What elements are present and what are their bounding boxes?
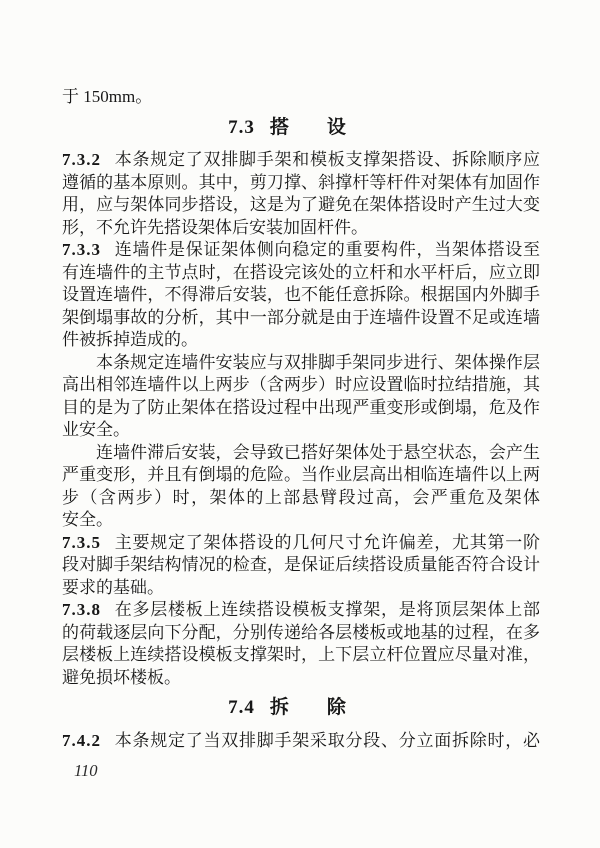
text-line	[62, 239, 540, 262]
text-line	[62, 644, 540, 667]
line-text: 本条规定连墙件安装应与双排脚手架同步进行、架体操作层	[96, 352, 540, 372]
section-number: 7.4	[228, 697, 255, 718]
text-line	[62, 487, 540, 510]
text-line	[62, 307, 540, 330]
line-text: 步（含两步）时，架体的上部悬臂段过高，会严重危及架体	[62, 487, 540, 507]
text-line	[62, 577, 540, 600]
text-line	[62, 262, 540, 285]
line-text: 架倒塌事故的分析，其中一部分就是由于连墙件设置不足或连墙	[62, 307, 540, 327]
clause-number: 7.4.2	[62, 730, 101, 750]
line-text: 本条规定了双排脚手架和模板支撑架搭设、拆除顺序应	[114, 150, 540, 169]
line-text: 连墙件是保证架体侧向稳定的重要构件，当架体搭设至	[114, 240, 540, 259]
text-line	[62, 329, 540, 352]
line-text: 形，不允许先搭设架体后安装加固杆件。	[62, 217, 368, 237]
line-text: 段对脚手架结构情况的检查，是保证后续搭设质量能否符合设计	[62, 555, 540, 574]
text-line	[62, 352, 540, 375]
section-heading-7-3	[48, 117, 526, 140]
clause-number: 7.3.8	[62, 600, 101, 619]
text-line	[62, 374, 540, 397]
line-text: 连墙件滞后安装，会导致已搭好架体处于悬空状态，会产生	[96, 442, 540, 462]
line-text: 严重变形，并且有倒塌的危险。当作业层高出相临连墙件以上两	[62, 465, 540, 484]
section-number: 7.3	[228, 116, 255, 138]
line-text: 有连墙件的主节点时，在搭设完该处的立杆和水平杆后，应立即	[62, 262, 540, 282]
text-line	[62, 464, 540, 487]
line-text: 避免损坏楼板。	[62, 667, 181, 687]
line-text: 目的是为了防止架体在搭设过程中出现严重变形或倒塌，危及作	[62, 397, 540, 417]
text-line	[62, 397, 540, 420]
text-line	[62, 554, 540, 577]
clause-number: 7.3.5	[62, 532, 101, 552]
line-text: 在多层楼板上连续搭设模板支撑架，是将顶层架体上部	[114, 600, 540, 619]
text-line	[62, 730, 540, 753]
line-text: 遵循的基本原则。其中，剪刀撑、斜撑杆等杆件对架体有加固作	[62, 172, 540, 192]
line-text: 主要规定了架体搭设的几何尺寸允许偏差，尤其第一阶	[114, 532, 540, 552]
line-text: 设置连墙件，不得滞后安装，也不能任意拆除。根据国内外脚手	[62, 285, 540, 304]
text-line	[62, 442, 540, 465]
text-line	[62, 622, 540, 645]
line-text: 本条规定了当双排脚手架采取分段、分立面拆除时，必	[114, 730, 540, 750]
text-line	[62, 194, 540, 217]
text-line	[62, 667, 540, 690]
line-text: 用，应与架体同步搭设，这是为了避免在架体搭设时产生过大变	[62, 195, 540, 214]
page-number: 110	[74, 761, 98, 780]
text-line	[62, 599, 540, 622]
line-text: 于 150mm。	[62, 87, 153, 106]
line-text: 要求的基础。	[62, 577, 164, 597]
clause-number: 7.3.3	[62, 240, 101, 259]
text-block	[62, 86, 540, 781]
text-line	[62, 172, 540, 195]
text-line	[62, 509, 540, 532]
line-text: 高出相邻连墙件以上两步（含两步）时应设置临时拉结措施，其	[62, 375, 540, 394]
line-text: 业安全。	[62, 420, 130, 439]
text-line	[62, 86, 540, 109]
line-text: 安全。	[62, 510, 113, 529]
line-text: 层楼板上连续搭设模板支撑架时，上下层立杆位置应尽量对准，	[62, 645, 540, 664]
text-line	[62, 284, 540, 307]
text-line	[62, 532, 540, 555]
section-title: 搭 设	[269, 116, 346, 138]
text-line	[62, 149, 540, 172]
section-title: 拆 除	[269, 697, 346, 718]
section-heading-7-4	[48, 697, 526, 720]
clause-number: 7.3.2	[62, 150, 101, 169]
line-text: 件被拆掉造成的。	[62, 330, 198, 349]
text-line	[62, 217, 540, 240]
text-line	[62, 419, 540, 442]
line-text: 的荷载逐层向下分配，分别传递给各层楼板或地基的过程，在多	[62, 622, 540, 642]
